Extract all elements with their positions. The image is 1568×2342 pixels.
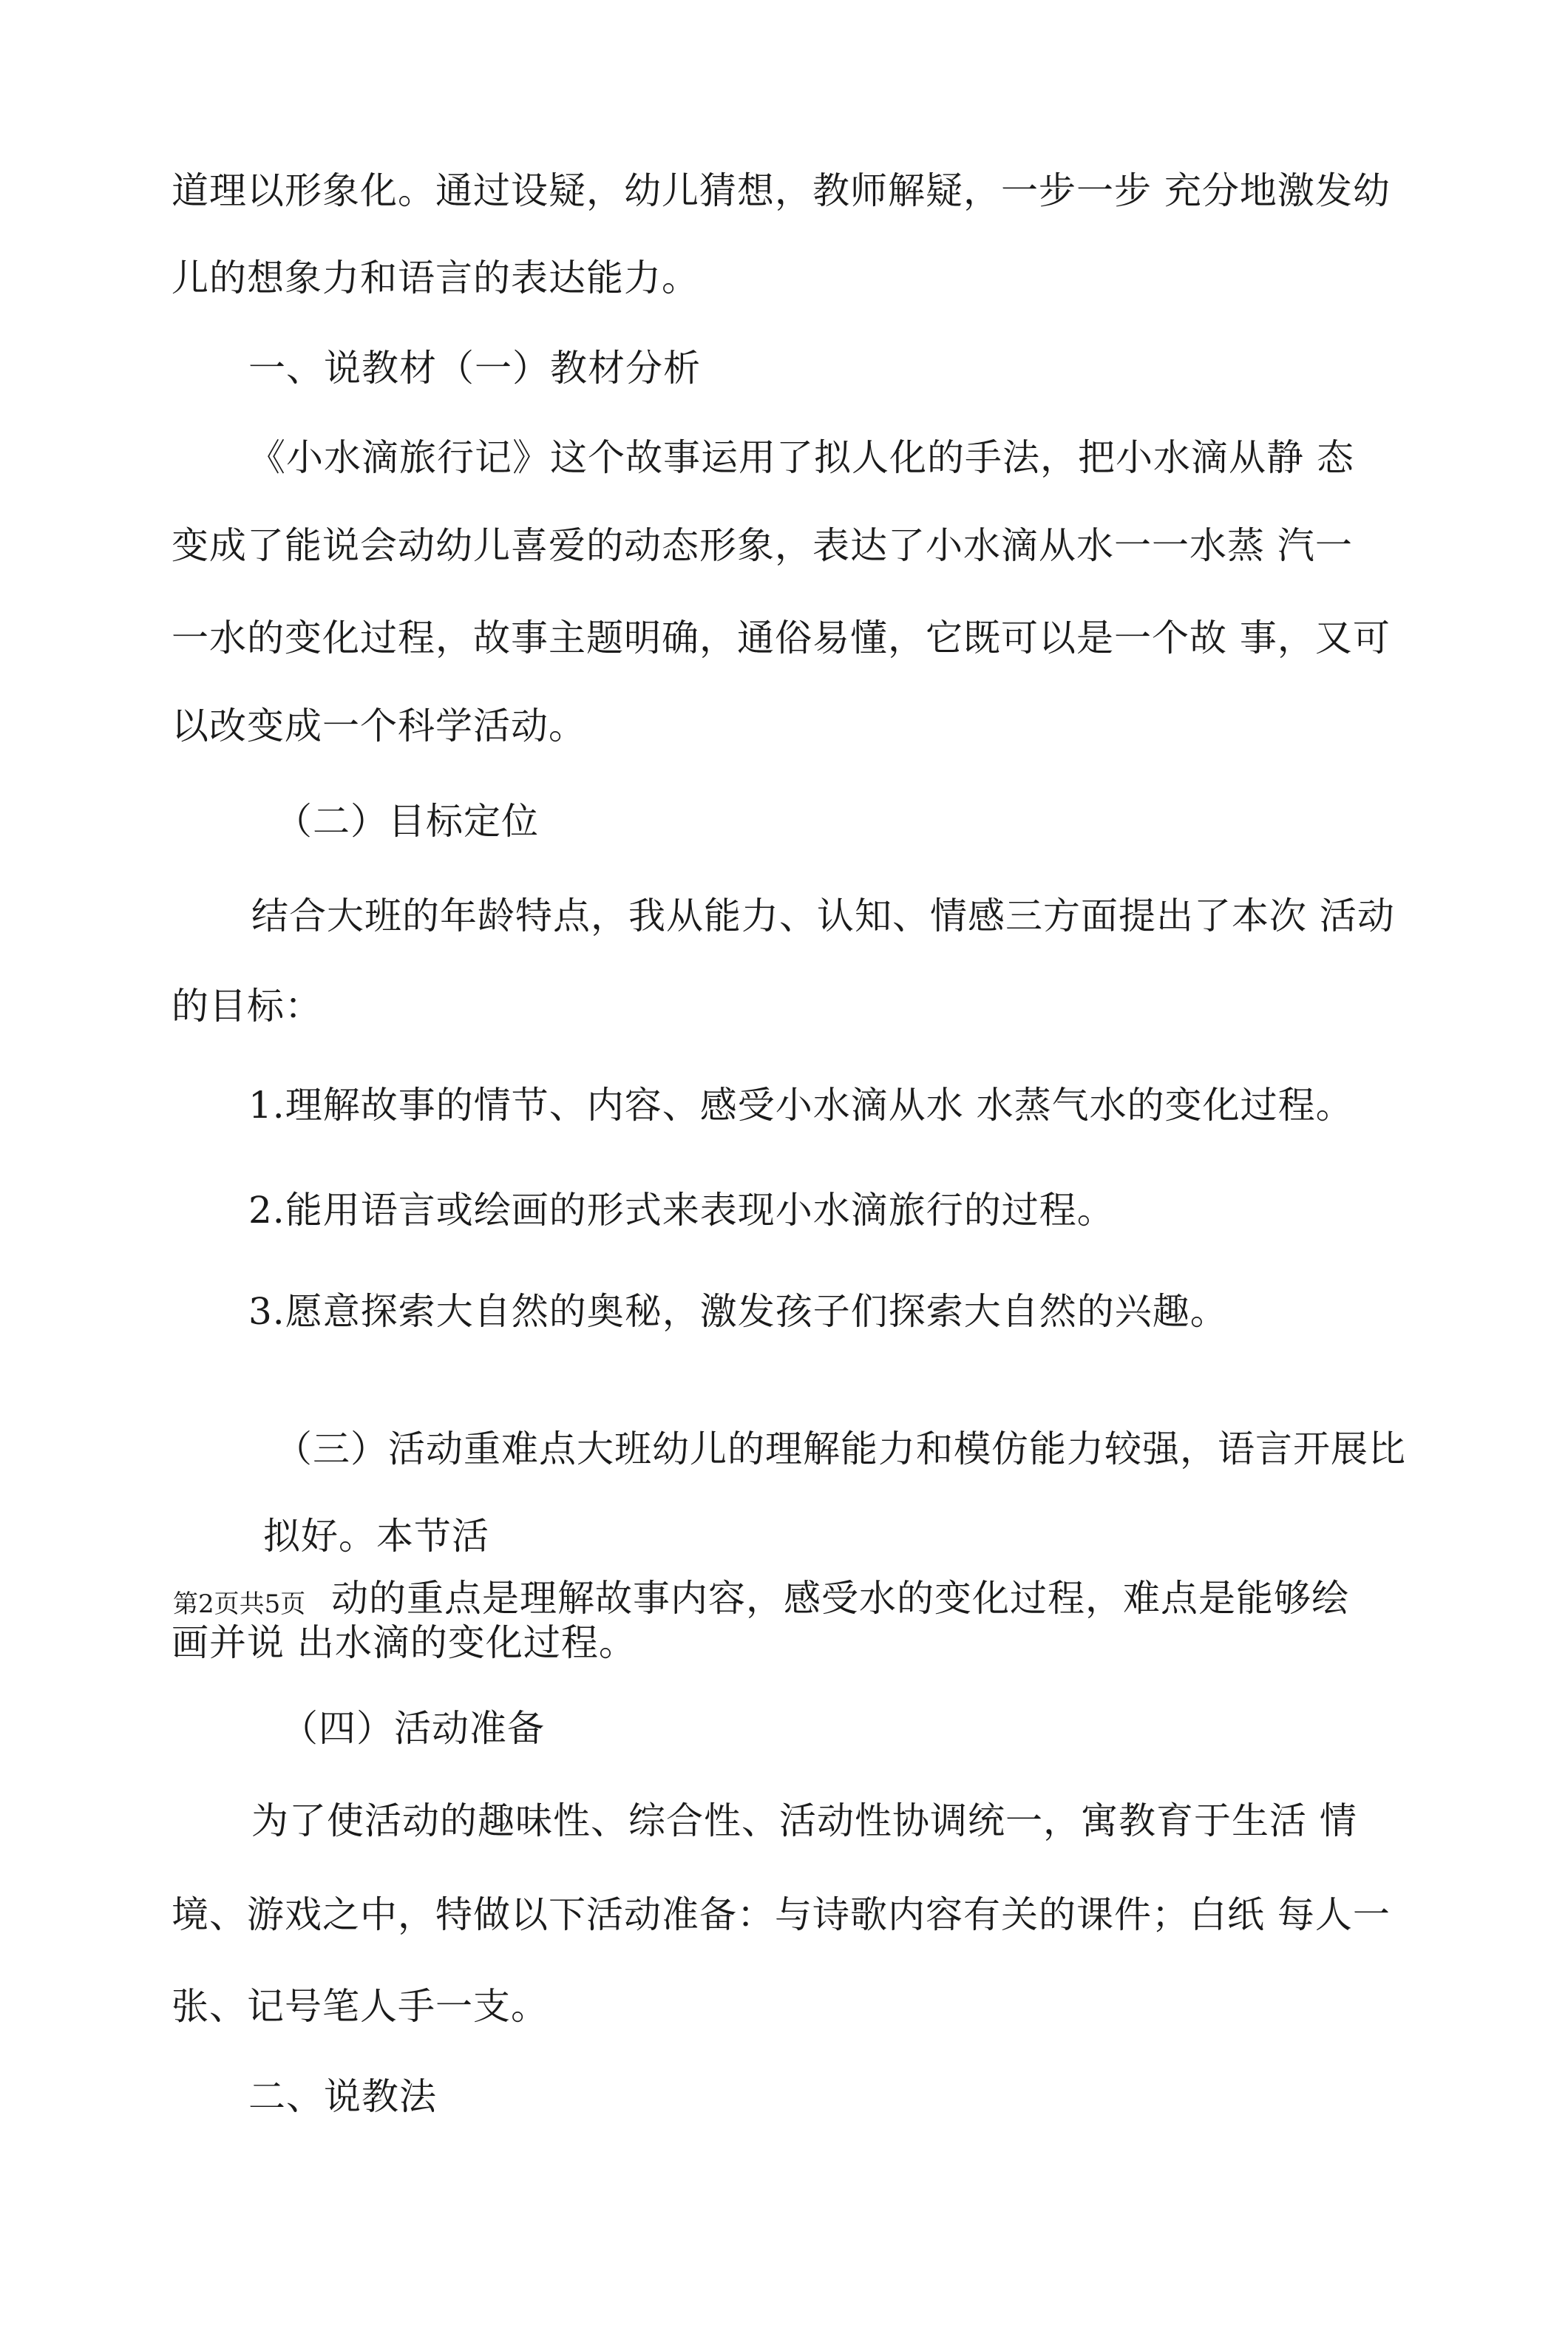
paragraph-line: 《小水滴旅行记》这个故事运用了拟人化的手法，把小水滴从静 态 [248, 436, 1354, 479]
paragraph-line: 画并说 出水滴的变化过程。 [172, 1621, 637, 1664]
paragraph-line: 变成了能说会动幼儿喜爱的动态形象，表达了小水滴从水一一水蒸 汽一 [172, 524, 1353, 567]
paragraph-line: 境、游戏之中，特做以下活动准备：与诗歌内容有关的课件；白纸 每人一 [172, 1893, 1391, 1936]
section-heading: （四）活动准备 [281, 1707, 545, 1750]
paragraph-line: 以改变成一个科学活动。 [172, 705, 586, 747]
page-number: 第2页共5页 [173, 1589, 306, 1619]
paragraph-line: 道理以形象化。通过设疑，幼儿猜想，教师解疑，一步一步 充分地激发幼 [172, 169, 1391, 212]
paragraph-line: 拟好。本节活 [263, 1515, 489, 1558]
section-heading: （二）目标定位 [275, 800, 539, 843]
goal-item: 2.能用语言或绘画的形式来表现小水滴旅行的过程。 [248, 1189, 1115, 1232]
paragraph-line: 张、记号笔人手一支。 [172, 1985, 549, 2028]
section-heading: 二、说教法 [248, 2075, 437, 2118]
paragraph-line: 结合大班的年龄特点，我从能力、认知、情感三方面提出了本次 活动 [251, 895, 1395, 937]
paragraph-line: 的目标： [172, 985, 322, 1028]
paragraph-line: 一水的变化过程，故事主题明确，通俗易懂，它既可以是一个故 事，又可 [172, 617, 1391, 659]
section-heading: （三）活动重难点大班幼儿的理解能力和模仿能力较强，语言开展比 [275, 1428, 1406, 1470]
goal-item: 1.理解故事的情节、内容、感受小水滴从水 水蒸气水的变化过程。 [248, 1084, 1354, 1127]
paragraph-line: 动的重点是理解故事内容，感受水的变化过程，难点是能够绘 [331, 1577, 1349, 1620]
section-heading: 一、说教材（一）教材分析 [248, 347, 701, 390]
goal-item: 3.愿意探索大自然的奥秘，激发孩子们探索大自然的兴趣。 [248, 1290, 1228, 1333]
paragraph-line: 为了使活动的趣味性、综合性、活动性协调统一，寓教育于生活 情 [251, 1799, 1357, 1842]
paragraph-line: 儿的想象力和语言的表达能力。 [172, 257, 699, 299]
